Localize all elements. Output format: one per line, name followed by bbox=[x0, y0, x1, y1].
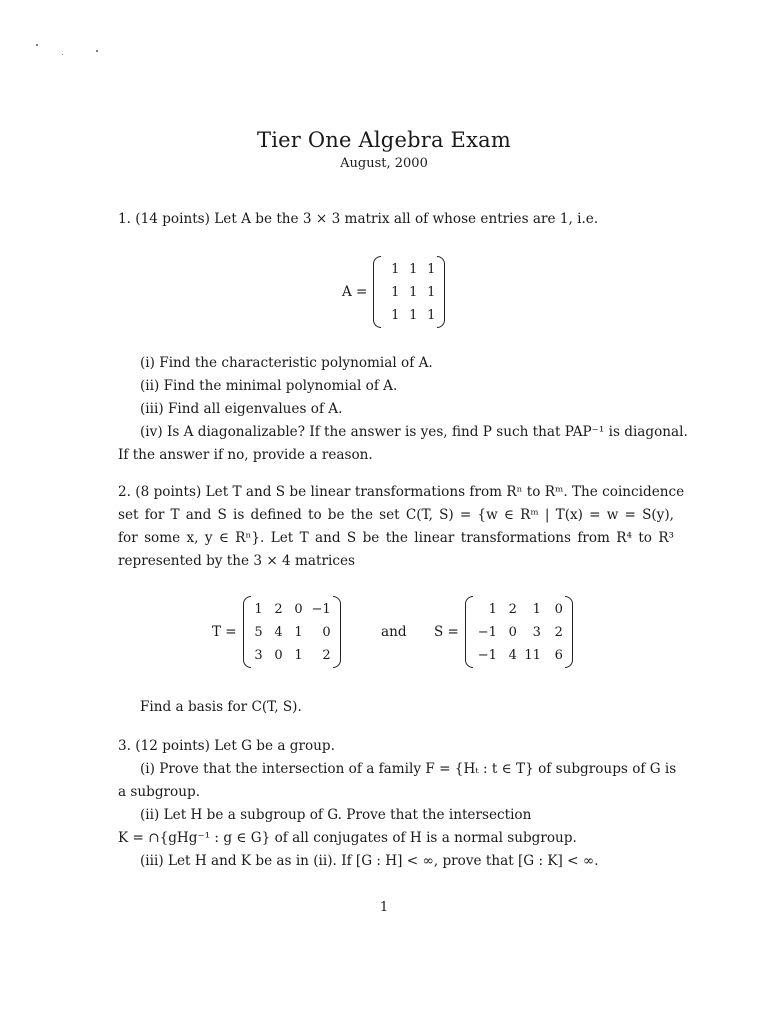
q1-intro: 1. (14 points) Let A be the 3 × 3 matrix all of whose entries are 1, i.e. bbox=[118, 211, 599, 227]
and-word: and bbox=[381, 624, 407, 640]
scan-speck bbox=[36, 44, 38, 46]
matrix-cell: 2 bbox=[554, 624, 563, 640]
matrix-cell: 3 bbox=[532, 624, 541, 640]
matrix-row bbox=[475, 598, 563, 621]
matrix-cell: 1 bbox=[427, 261, 436, 277]
q3-part-ii: (ii) Let H be a subgroup of G. Prove that the intersection bbox=[140, 807, 532, 823]
matrix-row bbox=[383, 281, 435, 304]
right-paren bbox=[437, 256, 445, 328]
matrix-S-cells bbox=[475, 598, 563, 667]
left-paren bbox=[465, 596, 473, 668]
matrix-cell: 3 bbox=[254, 647, 263, 663]
matrix-cell: 0 bbox=[322, 624, 331, 640]
matrix-cell: 1 bbox=[294, 647, 303, 663]
matrix-S bbox=[434, 596, 573, 668]
matrix-T-cells bbox=[253, 598, 331, 667]
matrix-cell: 1 bbox=[409, 261, 418, 277]
matrix-cell: −1 bbox=[477, 624, 497, 640]
matrix-cell: 1 bbox=[391, 284, 400, 300]
matrix-cell: 0 bbox=[554, 601, 563, 617]
q1-part-iv: (iv) Is A diagonalizable? If the answer is yes, find P such that PAP⁻¹ is diagonal. bbox=[140, 424, 688, 440]
right-paren bbox=[565, 596, 573, 668]
matrix-row bbox=[475, 621, 563, 644]
q1-part-iv-cont: If the answer if no, provide a reason. bbox=[118, 447, 373, 463]
q1-part-iii: (iii) Find all eigenvalues of A. bbox=[140, 401, 343, 417]
right-paren bbox=[333, 596, 341, 668]
matrix-T bbox=[212, 596, 341, 668]
q2-find: Find a basis for C(T, S). bbox=[140, 699, 302, 715]
matrix-cell: 6 bbox=[554, 647, 563, 663]
matrix-cell: 1 bbox=[409, 307, 418, 323]
matrix-row bbox=[383, 258, 435, 281]
matrix-cell: 4 bbox=[274, 624, 283, 640]
matrix-cell: 1 bbox=[294, 624, 303, 640]
matrix-row bbox=[253, 644, 331, 667]
q1-part-ii: (ii) Find the minimal polynomial of A. bbox=[140, 378, 398, 394]
matrix-cell: 1 bbox=[391, 261, 400, 277]
q2-line-2: set for T and S is defined to be the set C(T, S) = {w ∈ Rᵐ | T(x) = w = S(y), bbox=[118, 507, 674, 523]
matrix-row bbox=[475, 644, 563, 667]
matrix-cell: 5 bbox=[254, 624, 263, 640]
matrix-cell: 2 bbox=[508, 601, 517, 617]
q3-part-i: (i) Prove that the intersection of a family F = {Hₜ : t ∈ T} of subgroups of G is bbox=[140, 761, 677, 777]
q1-part-i: (i) Find the characteristic polynomial of A. bbox=[140, 355, 433, 371]
left-paren bbox=[243, 596, 251, 668]
matrix-cell: 0 bbox=[274, 647, 283, 663]
matrix-cell: 0 bbox=[294, 601, 303, 617]
matrix-row bbox=[383, 304, 435, 327]
matrix-cell: 11 bbox=[524, 647, 541, 663]
scan-speck bbox=[62, 54, 63, 55]
matrix-S-label: S = bbox=[434, 624, 459, 640]
q3-intro: 3. (12 points) Let G be a group. bbox=[118, 738, 335, 754]
matrix-cell: 1 bbox=[532, 601, 541, 617]
matrix-cell: 1 bbox=[409, 284, 418, 300]
matrix-cell: 4 bbox=[508, 647, 517, 663]
matrix-cell: 2 bbox=[274, 601, 283, 617]
matrix-cell: 1 bbox=[254, 601, 263, 617]
matrix-row bbox=[253, 598, 331, 621]
q3-part-iii: (iii) Let H and K be as in (ii). If [G : H] < ∞, prove that [G : K] < ∞. bbox=[140, 853, 599, 869]
page-number: 1 bbox=[379, 900, 389, 915]
matrix-T-label: T = bbox=[212, 624, 237, 640]
matrix-row bbox=[253, 621, 331, 644]
q2-line-3: for some x, y ∈ Rⁿ}. Let T and S be the linear transformations from R⁴ to R³ bbox=[118, 530, 674, 546]
scan-speck bbox=[96, 50, 98, 52]
matrix-cell: 0 bbox=[508, 624, 517, 640]
q2-line-1: 2. (8 points) Let T and S be linear transformations from Rⁿ to Rᵐ. The coincidence bbox=[118, 484, 685, 500]
q3-part-ii-cont: K = ∩{gHg⁻¹ : g ∈ G} of all conjugates of H is a normal subgroup. bbox=[118, 830, 577, 846]
matrix-cell: 1 bbox=[427, 284, 436, 300]
matrix-cell: 1 bbox=[488, 601, 497, 617]
matrix-A-label: A = bbox=[342, 284, 368, 300]
matrix-A bbox=[342, 256, 445, 328]
matrix-cell: −1 bbox=[311, 601, 331, 617]
left-paren bbox=[373, 256, 381, 328]
matrix-cell: 2 bbox=[322, 647, 331, 663]
matrix-A-cells bbox=[383, 258, 435, 327]
matrix-cell: −1 bbox=[477, 647, 497, 663]
exam-title: Tier One Algebra Exam bbox=[257, 128, 511, 152]
q3-part-i-cont: a subgroup. bbox=[118, 784, 201, 800]
matrix-cell: 1 bbox=[427, 307, 436, 323]
matrix-cell: 1 bbox=[391, 307, 400, 323]
q2-line-4: represented by the 3 × 4 matrices bbox=[118, 553, 355, 569]
exam-date: August, 2000 bbox=[340, 156, 428, 171]
